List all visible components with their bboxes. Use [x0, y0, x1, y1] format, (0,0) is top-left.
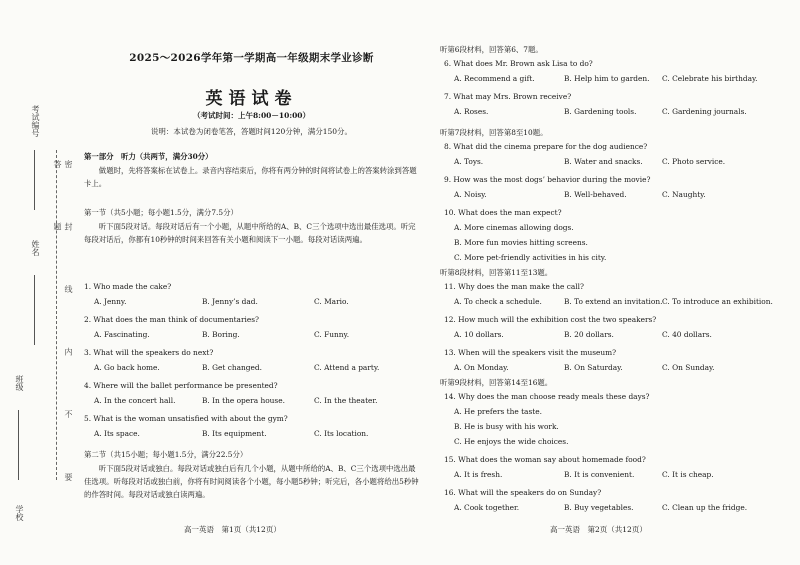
question-option: C. Celebrate his birthday.	[662, 74, 758, 83]
name-label: 姓名	[31, 240, 40, 256]
question-option: C. Its location.	[314, 429, 369, 438]
question-option: A. More cinemas allowing dogs.	[454, 223, 574, 232]
subject-title: 英语试卷	[205, 89, 298, 109]
question-option: B. Gardening tools.	[564, 107, 637, 116]
question-option: A. 10 dollars.	[454, 330, 504, 339]
question-option: B. In the opera house.	[202, 396, 285, 405]
section1-title: 第一节（共5小题；每小题1.5分，满分7.5分）	[84, 208, 238, 217]
question-stem: 12. How much will the exhibition cost the two speakers?	[444, 315, 657, 324]
question-option: A. Cook together.	[454, 503, 520, 512]
question-option: C. More pet-friendly activities in his city.	[454, 253, 607, 262]
question-option: A. Go back home.	[94, 363, 160, 372]
question-option: C. Funny.	[314, 330, 350, 339]
binding-margin	[0, 0, 78, 565]
section1-instruction: 听下面5段对话。每段对话后有一个小题，从题中所给的A、B、C三个选项中选出最佳选项。听完每段对话后，你都有10秒钟的时间来回答有关小题和阅读下一小题。每段对话读两遍。	[84, 222, 416, 244]
question-option: B. Jenny’s dad.	[202, 297, 258, 306]
question-stem: 13. When will the speakers visit the museum?	[444, 348, 617, 357]
page-footer-left: 高一英语 第1页（共12页）	[184, 525, 281, 534]
question-option: A. He prefers the taste.	[454, 407, 542, 416]
exam-title: 2025～2026学年第一学期高一年级期末学业诊断	[129, 52, 374, 64]
question-option: B. On Saturday.	[564, 363, 623, 372]
question-stem: 16. What will the speakers do on Sunday?	[444, 488, 602, 497]
question-option: A. Recommend a gift.	[454, 74, 535, 83]
question-option: A. In the concert hall.	[94, 396, 176, 405]
question-option: B. He is busy with his work.	[454, 422, 559, 431]
class-label: 班级	[15, 375, 24, 391]
question-option: B. Water and snacks.	[564, 157, 643, 166]
question-stem: 1. Who made the cake?	[84, 282, 172, 291]
section2-instruction: 听下面5段对话或独白。每段对话或独白后有几个小题，从题中所给的A、B、C三个选项中选出最佳选项。听每段对话或独白前，你将有时间阅读各个小题，每小题5秒钟；听完后，各小题将给出5秒钟的作答时间。每段对话或独白读两遍。	[84, 464, 419, 499]
question-option: A. Toys.	[454, 157, 484, 166]
question-option: C. In the theater.	[314, 396, 378, 405]
name-line	[34, 275, 35, 345]
question-option: B. Buy vegetables.	[564, 503, 634, 512]
question-option: C. Naughty.	[662, 190, 706, 199]
question-stem: 5. What is the woman unsatisfied with about the gym?	[84, 414, 288, 423]
question-stem: 7. What may Mrs. Brown receive?	[444, 92, 572, 101]
exam-number-label: 考试编号	[31, 105, 40, 137]
listening-group-heading: 听第8段材料，回答第11至13题。	[440, 268, 553, 277]
question-option: B. To extend an invitation.	[564, 297, 663, 306]
question-option: A. Roses.	[454, 107, 489, 116]
question-option: C. He enjoys the wide choices.	[454, 437, 569, 446]
question-option: A. It is fresh.	[454, 470, 503, 479]
question-option: B. More fun movies hitting screens.	[454, 238, 588, 247]
listening-group-heading: 听第9段材料，回答第14至16题。	[440, 378, 553, 387]
question-option: C. On Sunday.	[662, 363, 715, 372]
page-footer-right: 高一英语 第2页（共12页）	[550, 525, 647, 534]
part1-instruction: 做题时，先将答案标在试卷上。录音内容结束后，你将有两分钟的时间将试卷上的答案转涂到答题卡上。	[84, 166, 417, 188]
question-option: A. Noisy.	[454, 190, 487, 199]
class-line	[18, 410, 19, 480]
seal-line-text: 密 封 线 内 不 要 答 题	[53, 160, 73, 507]
question-option: C. Clean up the fridge.	[662, 503, 748, 512]
section2-title: 第二节（共15小题；每小题1.5分，满分22.5分）	[84, 450, 248, 459]
question-option: C. Gardening journals.	[662, 107, 747, 116]
question-option: B. 20 dollars.	[564, 330, 614, 339]
listening-group-heading: 听第6段材料，回答第6、7题。	[440, 45, 543, 54]
question-stem: 8. What did the cinema prepare for the dog audience?	[444, 142, 648, 151]
question-stem: 9. How was the most dogs’ behavior during the movie?	[444, 175, 651, 184]
question-option: C. It is cheap.	[662, 470, 714, 479]
exam-number-line	[34, 150, 35, 210]
question-option: C. Mario.	[314, 297, 349, 306]
question-option: C. To introduce an exhibition.	[662, 297, 773, 306]
question-option: B. Get changed.	[202, 363, 262, 372]
question-option: A. Its space.	[94, 429, 140, 438]
question-option: B. It is convenient.	[564, 470, 635, 479]
question-stem: 6. What does Mr. Brown ask Lisa to do?	[444, 59, 593, 68]
exam-time: （考试时间：上午8:00－10:00）	[192, 111, 311, 120]
exam-note: 说明：本试卷为闭卷笔答，答题时间120分钟，满分150分。	[150, 127, 353, 136]
part1-title: 第一部分 听力（共两节，满分30分）	[84, 152, 213, 161]
listening-group-heading: 听第7段材料，回答第8至10题。	[440, 128, 548, 137]
question-option: C. 40 dollars.	[662, 330, 712, 339]
right-column	[440, 0, 792, 565]
left-column	[84, 0, 419, 565]
question-option: B. Boring.	[202, 330, 240, 339]
question-stem: 15. What does the woman say about homemade food?	[444, 455, 646, 464]
question-option: A. Fascinating.	[94, 330, 150, 339]
question-stem: 3. What will the speakers do next?	[84, 348, 214, 357]
question-option: B. Its equipment.	[202, 429, 267, 438]
question-stem: 2. What does the man think of documentaries?	[84, 315, 259, 324]
question-option: C. Attend a party.	[314, 363, 380, 372]
question-stem: 4. Where will the ballet performance be presented?	[84, 381, 278, 390]
question-option: C. Photo service.	[662, 157, 726, 166]
question-option: A. To check a schedule.	[454, 297, 542, 306]
school-label: 学校	[15, 505, 24, 521]
question-option: B. Help him to garden.	[564, 74, 650, 83]
question-option: B. Well-behaved.	[564, 190, 627, 199]
question-stem: 10. What does the man expect?	[444, 208, 562, 217]
question-stem: 11. Why does the man make the call?	[444, 282, 584, 291]
question-option: A. Jenny.	[94, 297, 127, 306]
question-option: A. On Monday.	[454, 363, 509, 372]
question-stem: 14. Why does the man choose ready meals these days?	[444, 392, 650, 401]
